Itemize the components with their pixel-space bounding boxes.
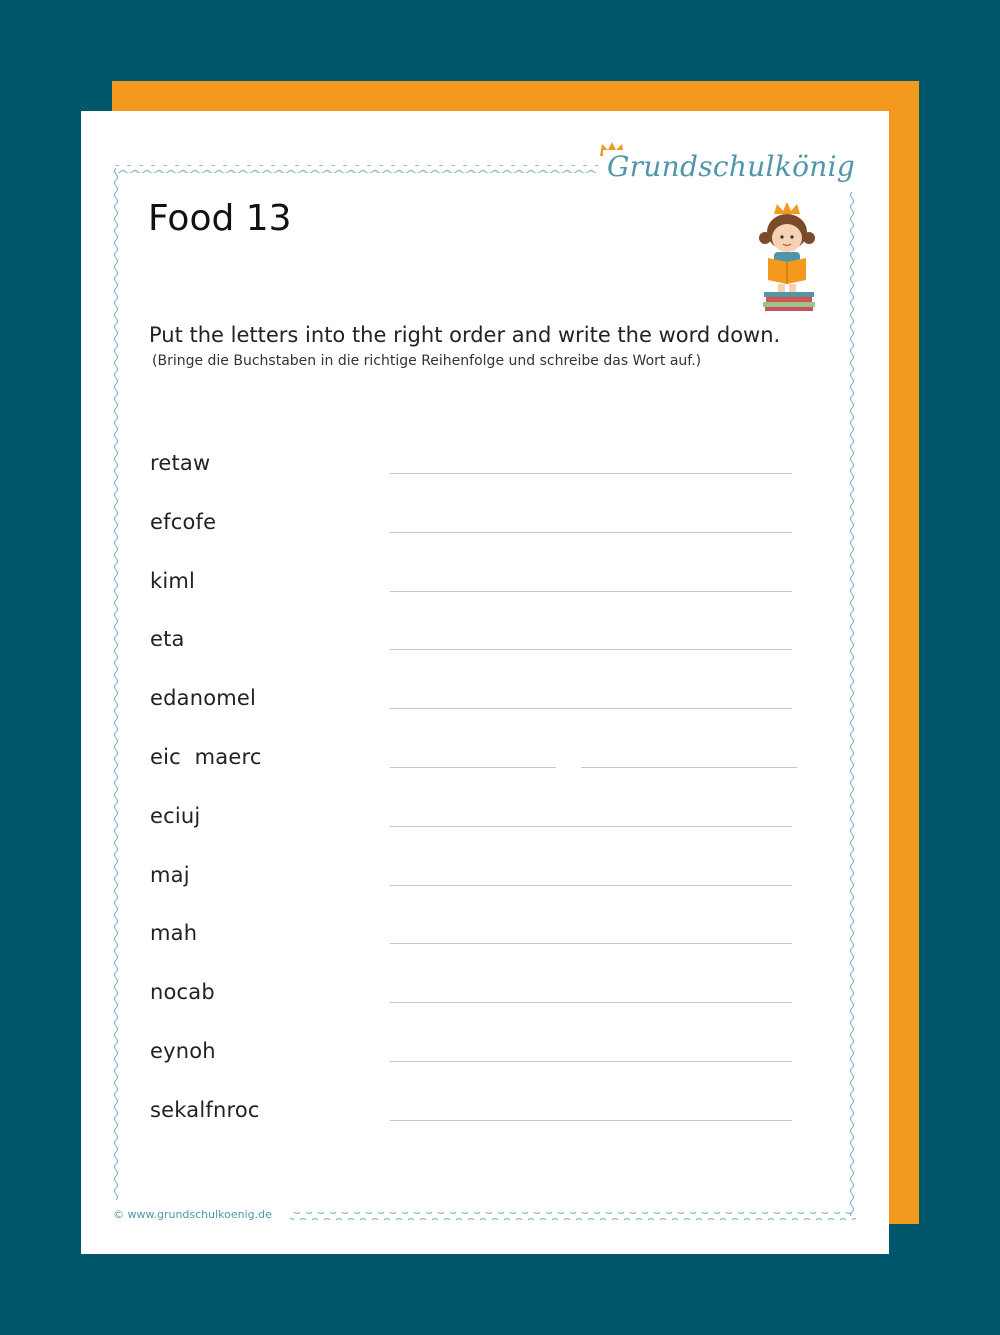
- word-row: [150, 510, 810, 550]
- answer-line[interactable]: [390, 943, 792, 944]
- scrambled-word: eic maerc: [150, 745, 262, 769]
- word-row: [150, 627, 810, 667]
- scrambled-word: nocab: [150, 980, 215, 1005]
- answer-line[interactable]: [390, 1120, 792, 1121]
- answer-line[interactable]: [390, 708, 792, 709]
- answer-line[interactable]: [390, 1061, 792, 1062]
- answer-line[interactable]: [390, 473, 792, 474]
- scrambled-word: retaw: [150, 451, 211, 475]
- brand-logo: Grundschulkönig: [603, 150, 859, 183]
- instruction-translation: (Bringe die Buchstaben in die richtige Reihenfolge und schreibe das Wort auf.): [152, 353, 702, 369]
- answer-line[interactable]: [390, 826, 792, 827]
- scrambled-word: eta: [150, 627, 185, 652]
- instruction-text: Put the letters into the right order and write the word down.: [149, 323, 781, 347]
- scrambled-word: eynoh: [150, 1039, 216, 1063]
- word-row: [150, 804, 810, 844]
- scrambled-word: maj: [150, 862, 190, 887]
- scrambled-word: sekalfnroc: [150, 1097, 260, 1122]
- answer-line[interactable]: [390, 767, 556, 768]
- word-row: [150, 863, 810, 903]
- word-row: [150, 1039, 810, 1079]
- word-row: [150, 921, 810, 961]
- scrambled-word: eciuj: [150, 803, 201, 828]
- answer-line[interactable]: [390, 1002, 792, 1003]
- scrambled-word: mah: [150, 921, 198, 946]
- word-row: [150, 745, 810, 785]
- scrambled-word: kiml: [150, 568, 196, 593]
- footer-url: © www.grundschulkoenig.de: [113, 1208, 278, 1221]
- scrambled-word: efcofe: [150, 509, 217, 534]
- scrambled-word: edanomel: [150, 686, 257, 711]
- word-row: [150, 569, 810, 609]
- answer-line[interactable]: [390, 532, 792, 533]
- word-row: [150, 686, 810, 726]
- worksheet-title: Food 13: [148, 198, 292, 239]
- girl-reading-book-icon: [752, 200, 822, 312]
- word-row: [150, 451, 810, 491]
- word-row: [150, 980, 810, 1020]
- answer-line[interactable]: [390, 591, 792, 592]
- answer-line[interactable]: [390, 885, 792, 886]
- word-row: [150, 1098, 810, 1138]
- answer-line[interactable]: [581, 767, 797, 768]
- answer-line[interactable]: [390, 649, 792, 650]
